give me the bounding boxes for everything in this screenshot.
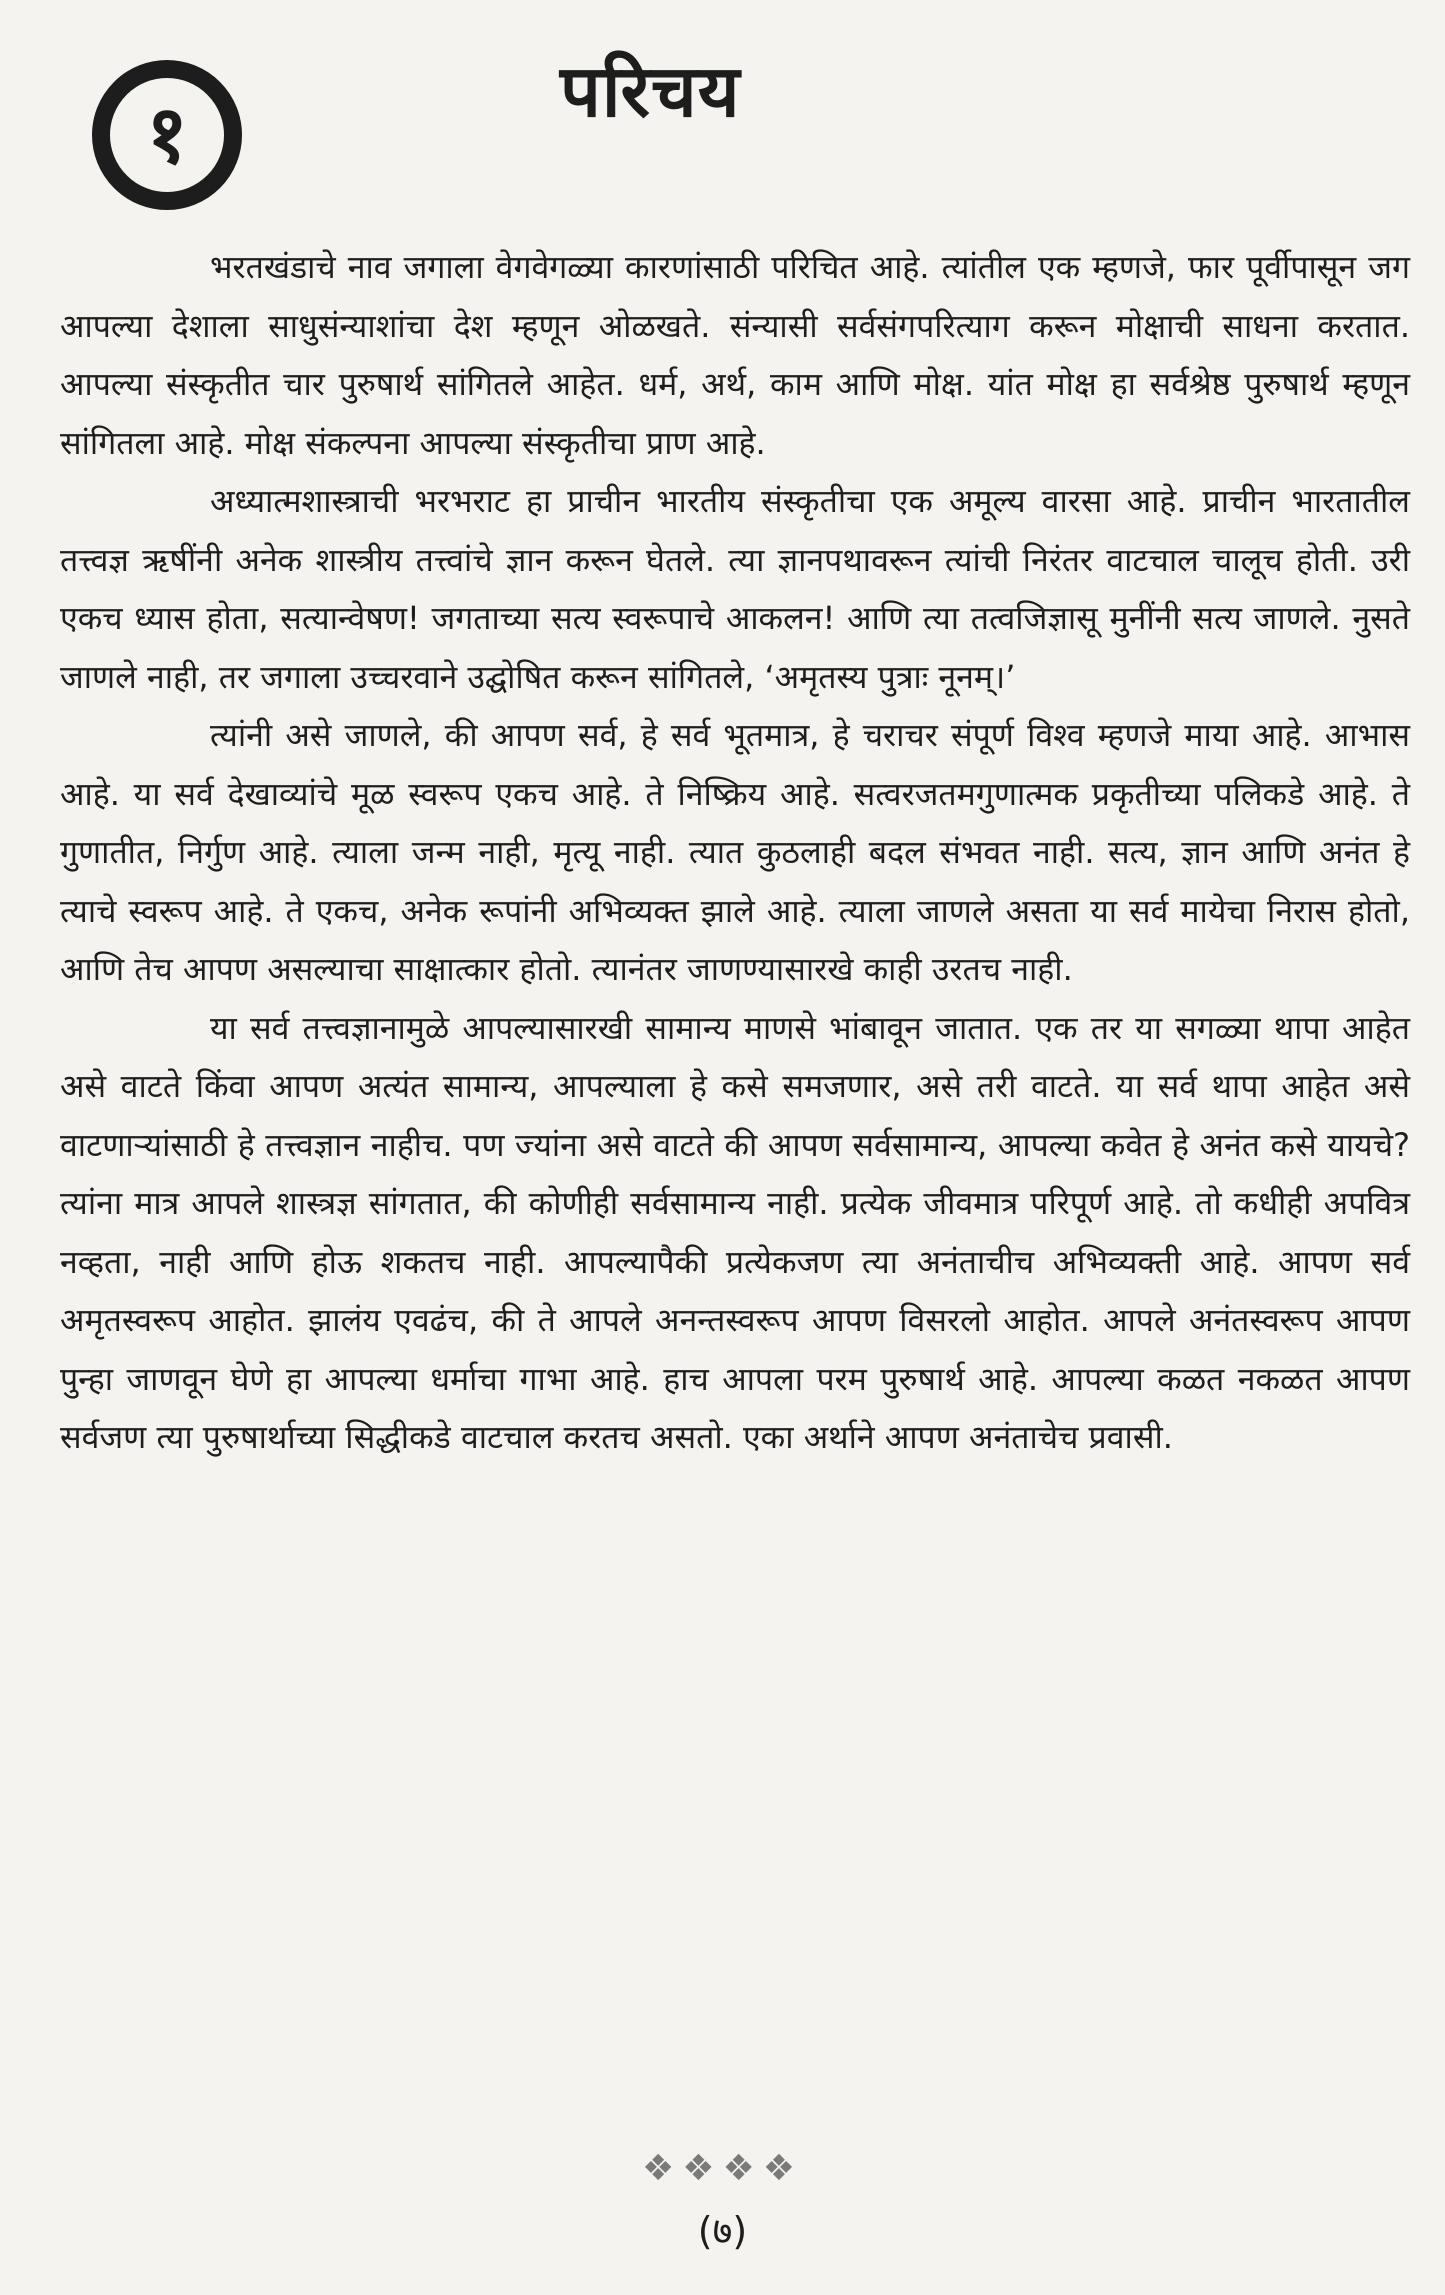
chapter-title: परिचय xyxy=(560,49,741,133)
paragraph-1: भरतखंडाचे नाव जगाला वेगवेगळ्या कारणांसाठी परिचित आहे. त्यांतील एक म्हणजे, फार पूर्वीपासून जग आपल्या देशाला साधुसंन्याशांचा देश म्हणून ओळखते. संन्यासी सर्वसंगपरित्याग करून मोक्षाची साधना करतात. आपल्या संस्कृतीत चार पुरुषार्थ सांगितले आहेत. धर्म, अर्थ, काम आणि मोक्ष. यांत मोक्ष हा सर्वश्रेष्ठ पुरुषार्थ म्हणून सांगितला आहे. मोक्ष संकल्पना आपल्या संस्कृतीचा प्राण आहे. xyxy=(60,248,1410,462)
paragraph-2: अध्यात्मशास्त्राची भरभराट हा प्राचीन भारतीय संस्कृतीचा एक अमूल्य वारसा आहे. प्राचीन भारतातील तत्त्वज्ञ ऋषींनी अनेक शास्त्रीय तत्त्वांचे ज्ञान करून घेतले. त्या ज्ञानपथावरून त्यांची निरंतर वाटचाल चालूच होती. उरी एकच ध्यास होता, सत्यान्वेषण! जगताच्या सत्य स्वरूपाचे आकलन! आणि त्या तत्वजिज्ञासू मुनींनी सत्य जाणले. नुसते जाणले नाही, तर जगाला उच्चरवाने उद्घोषित करून सांगितले, ‘अमृतस्य पुत्राः नूनम्।’ xyxy=(60,482,1410,696)
paragraph-3: त्यांनी असे जाणले, की आपण सर्व, हे सर्व भूतमात्र, हे चराचर संपूर्ण विश्व म्हणजे माया आहे. आभास आहे. या सर्व देखाव्यांचे मूळ स्वरूप एकच आहे. ते निष्क्रिय आहे. सत्वरजतमगुणात्मक प्रकृतीच्या पलिकडे आहे. ते गुणातीत, निर्गुण आहे. त्याला जन्म नाही, मृत्यू नाही. त्यात कुठलाही बदल संभवत नाही. सत्य, ज्ञान आणि अनंत हे त्याचे स्वरूप आहे. ते एकच, अनेक रूपांनी अभिव्यक्त झाले आहे. त्याला जाणले असता या सर्व मायेचा निरास होतो, आणि तेच आपण असल्याचा साक्षात्कार होतो. त्यानंतर जाणण्यासारखे काही उरतच नाही. xyxy=(60,716,1410,988)
chapter-number-badge: १ xyxy=(92,60,242,210)
chapter-body xyxy=(60,238,1410,1467)
paragraph-4: या सर्व तत्त्वज्ञानामुळे आपल्यासारखी सामान्य माणसे भांबावून जातात. एक तर या सगळ्या थापा आहेत असे वाटते किंवा आपण अत्यंत सामान्य, आपल्याला हे कसे समजणार, असे तरी वाटते. या सर्व थापा आहेत असे वाटणाऱ्यांसाठी हे तत्त्वज्ञान नाहीच. पण ज्यांना असे वाटते की आपण सर्वसामान्य, आपल्या कवेत हे अनंत कसे यायचे? त्यांना मात्र आपले शास्त्रज्ञ सांगतात, की कोणीही सर्वसामान्य नाही. प्रत्येक जीवमात्र परिपूर्ण आहे. तो कधीही अपवित्र नव्हता, नाही आणि होऊ शकतच नाही. आपल्यापैकी प्रत्येकजण त्या अनंताचीच अभिव्यक्ती आहे. आपण सर्व अमृतस्वरूप आहोत. झालंय एवढंच, की ते आपले अनन्तस्वरूप आपण विसरलो आहोत. आपले अनंतस्वरूप आपण पुन्हा जाणवून घेणे हा आपल्या धर्माचा गाभा आहे. हाच आपला परम पुरुषार्थ आहे. आपल्या कळत नकळत आपण सर्वजण त्या पुरुषार्थाच्या सिद्धीकडे वाटचाल करतच असतो. एका अर्थाने आपण अनंताचेच प्रवासी. xyxy=(60,1008,1410,1456)
ornament-divider: ❖❖❖❖ xyxy=(641,2148,804,2189)
page-number: (७) xyxy=(697,2209,748,2253)
